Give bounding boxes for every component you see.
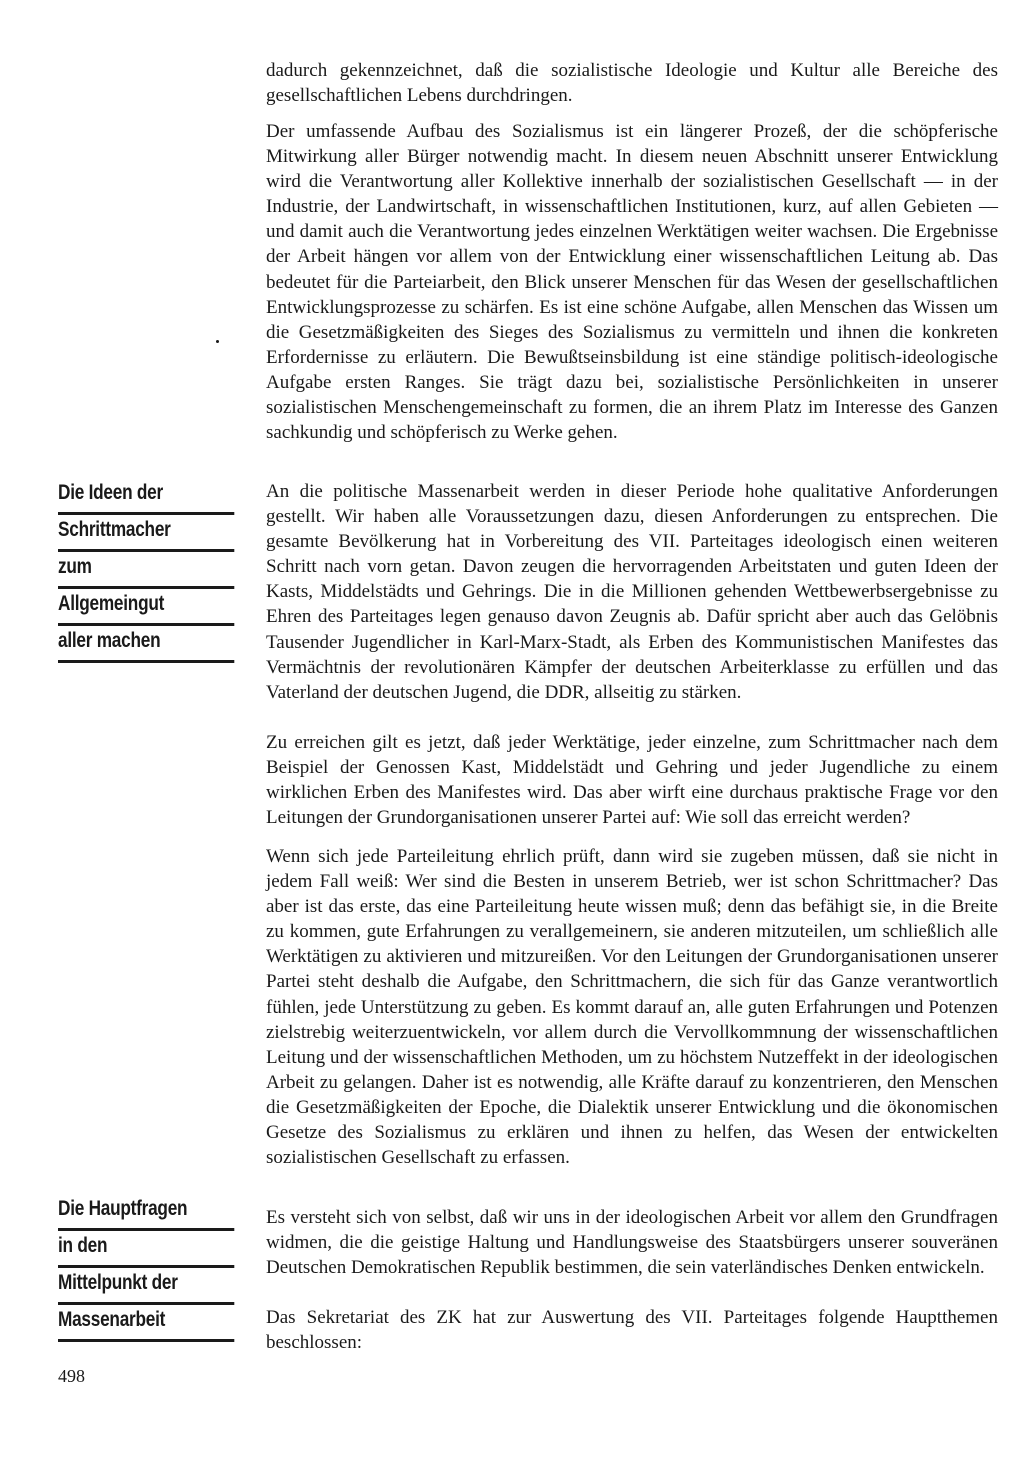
margin-heading-line: aller machen [58,626,234,663]
margin-heading-line: Die Ideen der [58,478,234,515]
margin-heading-line: Allgemeingut [58,589,234,626]
margin-heading-line: in den [58,1231,234,1268]
paragraph: Zu erreichen gilt es jetzt, daß jeder Werktätige, jeder einzelne, zum Schrittmacher nach dem Beispiel der Genossen Kast, Middelstädt und Gehring und jeder Jugendliche zu einem wirklichen Erben des Manifestes wird. Das aber wirft eine durchaus praktische Frage vor den Leitungen der Grundorganisationen unserer Partei auf: Wie soll das erreicht werden? [266,732,998,829]
page-number: 498 [58,1366,85,1386]
margin-heading-line: Schrittmacher [58,515,234,552]
margin-heading-schrittmacher [58,478,204,663]
paragraph: An die politische Massenarbeit werden in dieser Periode hohe qualitative Anforderungen gestellt. Wir haben alle Voraussetzungen dazu, diesen Anforderungen zu entsprechen. Die gesamte Bevölkerung hat in Vorbereitung des VII. Parteitages ideologisch einen weiteren Schritt nach vorn getan. Davon zeugen die hervorragenden Arbeitstaten und guten Ideen der Kasts, Middelstädts und Gehrings. Die in die Millionen gehenden Wettbewerbsergebnisse zu Ehren des Parteitages legen genauso davon Zeugnis ab. Dafür spricht aber auch das Gelöbnis Tausender Jugendlicher in Karl-Marx-Stadt, als Erben des Kommunistischen Manifestes das Vermächtnis der revolutionären Kämpfer der deutschen Arbeiterklasse zu erfüllen und das Vaterland der deutschen Jugend, die DDR, allseitig zu stärken. [266,481,998,703]
paragraph: Der umfassende Aufbau des Sozialismus ist ein längerer Prozeß, der die schöpferische Mitwirkung aller Bürger notwendig macht. In diesem neuen Abschnitt unserer Entwicklung wird die Verantwortung aller Kollektive innerhalb der sozialistischen Gesellschaft — in der Industrie, der Landwirtschaft, in wissenschaftlichen Institutionen, kurz, auf allen Gebieten — und damit auch die Verantwortung jedes einzelnen Werktätigen weiter wachsen. Die Ergebnisse der Arbeit hängen vor allem von der Entwicklung einer wissenschaftlichen Leitung ab. Das bedeutet für die Parteiarbeit, den Blick unserer Menschen für das Wesen der gesellschaftlichen Entwicklungsprozesse zu schärfen. Es ist eine schöne Aufgabe, allen Menschen das Wissen um die Gesetzmäßigkeiten des Sieges des Sozialismus zu vermitteln und ihnen die konkreten Erfordernisse zu erläutern. Die Bewußtseinsbildung ist eine ständige politisch-ideologische Aufgabe ersten Ranges. Sie trägt dazu bei, sozialistische Persönlichkeiten in unserer sozialistischen Menschengemeinschaft zu formen, die an ihrem Platz im Interesse des Ganzen sachkundig und schöpferisch zu Werke gehen. [266,121,998,444]
margin-dot [216,340,219,343]
paragraph: Es versteht sich von selbst, daß wir uns in der ideologischen Arbeit vor allem den Grundfragen widmen, die die geistige Haltung und Handlungsweise des Staatsbürgers unserer souveränen Deutschen Demokratischen Republik bestimmen, die sein vaterländisches Denken entwickeln. [266,1207,998,1279]
paragraph: dadurch gekennzeichnet, daß die sozialistische Ideologie und Kultur alle Bereiche des gesellschaftlichen Lebens durchdringen. [266,60,998,107]
margin-heading-line: Mittelpunkt der [58,1268,234,1305]
margin-heading-line: Massenarbeit [58,1305,234,1342]
margin-heading-line: Die Hauptfragen [58,1194,234,1231]
margin-heading-hauptfragen [58,1194,204,1342]
paragraph: Wenn sich jede Parteileitung ehrlich prüft, dann wird sie zugeben müssen, daß sie nicht in jedem Fall weiß: Wer sind die Besten in unserem Betrieb, wer ist schon Schrittmacher? Das aber ist das erste, das eine Parteileitung heute wissen muß; denn das befähigt sie, in die Breite zu kommen, gute Erfahrungen zu verallgemeinern, sie anderen mitzuteilen, um schließlich alle Werktätigen zu aktivieren und mitzureißen. Vor den Leitungen der Grundorganisationen unserer Partei steht deshalb die Aufgabe, den Schrittmachern, die sich für das Ganze verantwortlich fühlen, jede Unterstützung zu geben. Es kommt darauf an, alle guten Erfahrungen und Potenzen zielstrebig weiterzuentwickeln, vor allem durch die Vervollkommnung der wissenschaftlichen Leitung und der wissenschaftlichen Methoden, um zu höchstem Nutzeffekt in der ideologischen Arbeit zu gelangen. Daher ist es notwendig, alle Kräfte darauf zu konzentrieren, den Menschen die Gesetzmäßigkeiten der Epoche, die Dialektik unserer Entwicklung und die ökonomischen Gesetze des Sozialismus zu erklären und ihnen zu helfen, das Wesen der entwickelten sozialistischen Gesellschaft zu erfassen. [266,846,998,1169]
margin-heading-line: zum [58,552,234,589]
paragraph: Das Sekretariat des ZK hat zur Auswertung des VII. Parteitages folgende Hauptthemen beschlossen: [266,1307,998,1354]
